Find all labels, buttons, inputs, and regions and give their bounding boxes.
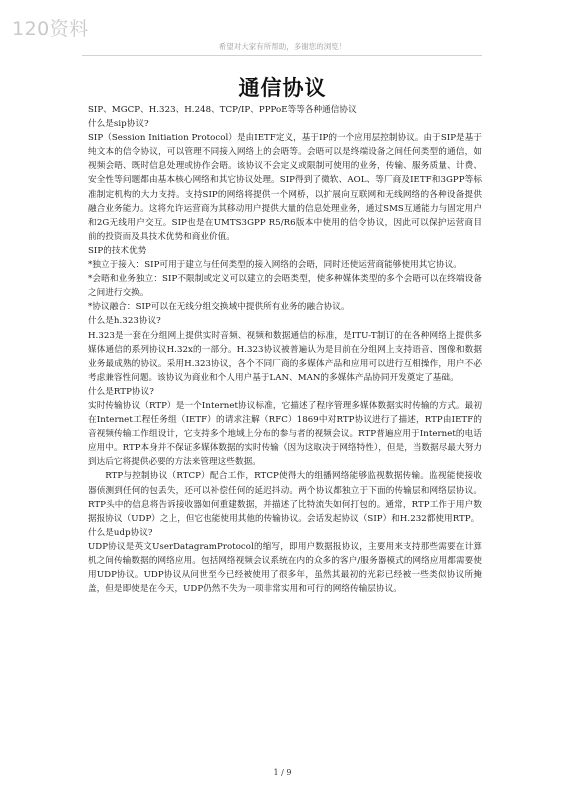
section-heading: 什么是sip协议? [88, 119, 149, 130]
paragraph: H.323是一套在分组网上提供实时音频、视频和数据通信的标准，是ITU-T制订的在各种网络上提供多媒体通信的系列协议H.32x的一部分。H.323协议被普遍认为是目前在分组网上支持语音、图像和数据业务最成熟的协议。采用H.323协议，各个不同厂商的多媒体产品和应用可以进行互相操作，用户不必考虑兼容性问题。该协议为商业和个人用户基于LAN、MAN的多媒体产品协同开发奠定了基础。 [88, 330, 482, 383]
header-divider [82, 55, 482, 56]
document-title: 通信协议 [238, 75, 327, 100]
header-note: 希望对大家有所帮助，多谢您的浏览！ [218, 42, 347, 51]
paragraph: RTP与控制协议（RTCP）配合工作，RTCP使得大的组播网络能够监视数据传输。监视能使接收器侦测到任何的包丢失，还可以补偿任何的延迟抖动。两个协议都独立于下面的传输层和网络层协议。RTP头中的信息将告诉接收器如何重建数据，并描述了比特流失如何打包的。通常，RTP工作于用户数据报协议（UDP）之上，但它也能使用其他的传输协议。会话发起协议（SIP）和H.232都使用RTP。 [88, 471, 482, 524]
page-number: 1 / 9 [273, 768, 292, 777]
section-heading: 什么是h.323协议? [88, 316, 161, 327]
section-heading: SIP的技术优势 [88, 245, 147, 256]
paragraph: SIP、MGCP、H.323、H.248、TCP/IP、PPPoE等等各种通信协议 [88, 105, 357, 115]
document-body [88, 103, 482, 596]
list-item: *独立于接入：SIP可用于建立与任何类型的接入网络的会晤，同时还使运营商能够使用其它协议。 [88, 260, 462, 271]
list-item: *会晤和业务独立：SIP不限制或定义可以建立的会晤类型，使多种媒体类型的多个会晤可以在终端设备之间进行交换。 [88, 274, 482, 299]
list-item: *协议融合：SIP可以在无线分组交换域中提供所有业务的融合协议。 [88, 302, 350, 313]
section-heading: 什么是udp协议? [88, 527, 153, 538]
watermark-logo: 120资料 [12, 18, 89, 40]
paragraph: 实时传输协议（RTP）是一个Internet协议标准，它描述了程序管理多媒体数据实时传输的方式。最初在Internet工程任务组（IETF）的请求注解（RFC）1869中对RTP协议进行了描述，RTP由IETF的音视频传输工作组设计，它支持多个地域上分布的参与者的视频会议。RTP普遍应用于Internet的电话应用中。RTP本身并不保证多媒体数据的实时传输（因为这取决于网络特性），但是，当数据尽最大努力到达后它将提供必要的方法来管理这些数据。 [88, 400, 483, 468]
paragraph: SIP（Session Initiation Protocol）是由IETF定义，基于IP的一个应用层控制协议。由于SIP是基于纯文本的信令协议，可以管理不同接入网络上的会晤等。会晤可以是终端设备之间任何类型的通信，如视频会晤、既时信息处理或协作会晤。该协议不会定义或限制可使用的业务，传输、服务质量、计费、安全性等问题都由基本核心网络和其它协议处理。SIP得到了微软、AOL、等厂商及IETF和3GPP等标准制定机构的大力支持。支持SIP的网络将提供一个网桥，以扩展向互联网和无线网络的各种设备提供融合业务能力。这将允许运营商为其移动用户提供大量的信息处理业务，通过SMS互通能力与固定用户和2G无线用户交互。SIP也是在UMTS3GPP R5/R6版本中使用的信令协议，因此可以保护运营商目前的投资而及具技术优势和商业价值。 [88, 133, 482, 242]
paragraph: UDP协议是英文UserDatagramProtocol的缩写，即用户数据报协议，主要用来支持那些需要在计算机之间传输数据的网络应用。包括网络视频会议系统在内的众多的客户/服务器模式的网络应用都需要使用UDP协议。UDP协议从问世至今已经被使用了很多年，虽然其最初的光彩已经被一些类似协议所掩盖，但是即使是在今天，UDP仍然不失为一项非常实用和可行的网络传输层协议。 [88, 541, 482, 595]
section-heading: 什么是RTP协议? [88, 386, 154, 397]
